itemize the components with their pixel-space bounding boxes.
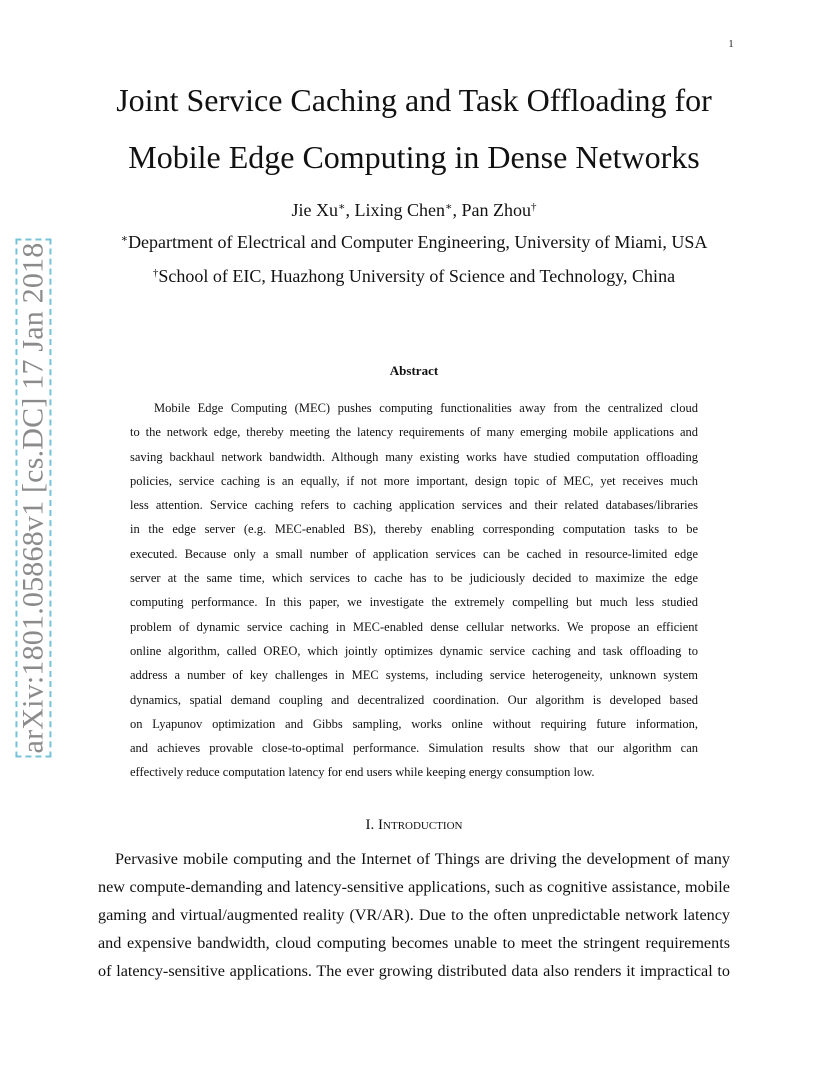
affiliation-mark: †: [152, 267, 159, 279]
abstract-line: online algorithm, called OREO, which jointly optimizes dynamic service caching and task offloading to: [130, 643, 698, 658]
abstract-line: executed. Because only a small number of application services can be cached in resource-limited edge: [130, 546, 698, 561]
abstract-body: [130, 396, 698, 785]
affiliation-miami: [80, 229, 748, 255]
author-list: [100, 197, 728, 223]
arxiv-stamp-text: arXiv:1801.05868v1 [cs.DC] 17 Jan 2018: [15, 239, 51, 758]
abstract-line: dynamics, spatial demand coupling and decentralized coordination. Our algorithm is developed based: [130, 692, 698, 707]
introduction-line: Pervasive mobile computing and the Internet of Things are driving the development of many: [115, 850, 730, 868]
affiliation-mark: ∗: [120, 233, 129, 245]
abstract-line: address a number of key challenges in MEC systems, including service heterogeneity, unknown system: [130, 668, 698, 683]
author-name: Lixing Chen: [354, 200, 445, 220]
abstract-line: to the network edge, thereby meeting the latency requirements of many emerging mobile applications and: [130, 425, 698, 440]
author-mark: ∗: [338, 201, 346, 213]
author-name: Jie Xu: [291, 200, 339, 220]
abstract-line: less attention. Service caching refers to caching application services and their related databases/libraries: [130, 498, 698, 513]
arxiv-stamp: [16, 242, 50, 754]
abstract-heading: Abstract: [389, 363, 439, 378]
abstract-line: policies, service caching is an equally, if not more important, design topic of MEC, yet receives much: [130, 473, 698, 488]
abstract-line: effectively reduce computation latency for end users while keeping energy consumption low.: [130, 765, 595, 780]
author-name: Pan Zhou: [461, 200, 531, 220]
author-mark: ∗: [445, 201, 453, 213]
abstract-line: problem of dynamic service caching in MEC-enabled dense cellular networks. We propose an efficient: [130, 619, 698, 634]
abstract-line: saving backhaul network bandwidth. Although many existing works have studied computation offloading: [130, 449, 698, 464]
title-line-1: Joint Service Caching and Task Offloading for: [116, 82, 712, 118]
section-heading: [314, 815, 514, 835]
author-separator: ,: [452, 200, 462, 220]
affiliation-text: Department of Electrical and Computer Engineering, University of Miami, USA: [128, 232, 708, 252]
introduction-body: [98, 845, 730, 985]
introduction-line: gaming and virtual/augmented reality (VR/AR). Due to the often unpredictable network latency: [98, 906, 730, 924]
title-line-2: Mobile Edge Computing in Dense Networks: [128, 139, 700, 175]
section-number: I.: [365, 817, 375, 833]
abstract-line: in the edge server (e.g. MEC-enabled BS), thereby enabling corresponding computation tasks to be: [130, 522, 698, 537]
affiliation-huazhong: [80, 263, 748, 289]
introduction-line: and expensive bandwidth, cloud computing becomes unable to meet the stringent requirements: [98, 934, 730, 952]
abstract-line: computing performance. In this paper, we investigate the extremely compelling but much less studied: [130, 595, 698, 610]
paper-title: [70, 72, 758, 186]
affiliation-text: School of EIC, Huazhong University of Science and Technology, China: [158, 266, 676, 286]
introduction-line: of latency-sensitive applications. The ever growing distributed data also renders it impractical to: [98, 962, 730, 980]
abstract-line: and achieves provable close-to-optimal performance. Simulation results show that our algorithm can: [130, 741, 698, 756]
author-mark: †: [530, 201, 537, 213]
section-title: Introduction: [378, 817, 463, 833]
page-number: 1: [728, 39, 734, 50]
abstract-line: server at the same time, which services to cache has to be judiciously decided to maximize the edge: [130, 571, 698, 586]
introduction-line: new compute-demanding and latency-sensitive applications, such as cognitive assistance, mobile: [98, 878, 730, 896]
abstract-line: Mobile Edge Computing (MEC) pushes computing functionalities away from the centralized cloud: [154, 401, 698, 415]
author-separator: ,: [345, 200, 355, 220]
abstract-line: on Lyapunov optimization and Gibbs sampling, works online without requiring future information,: [130, 716, 698, 731]
